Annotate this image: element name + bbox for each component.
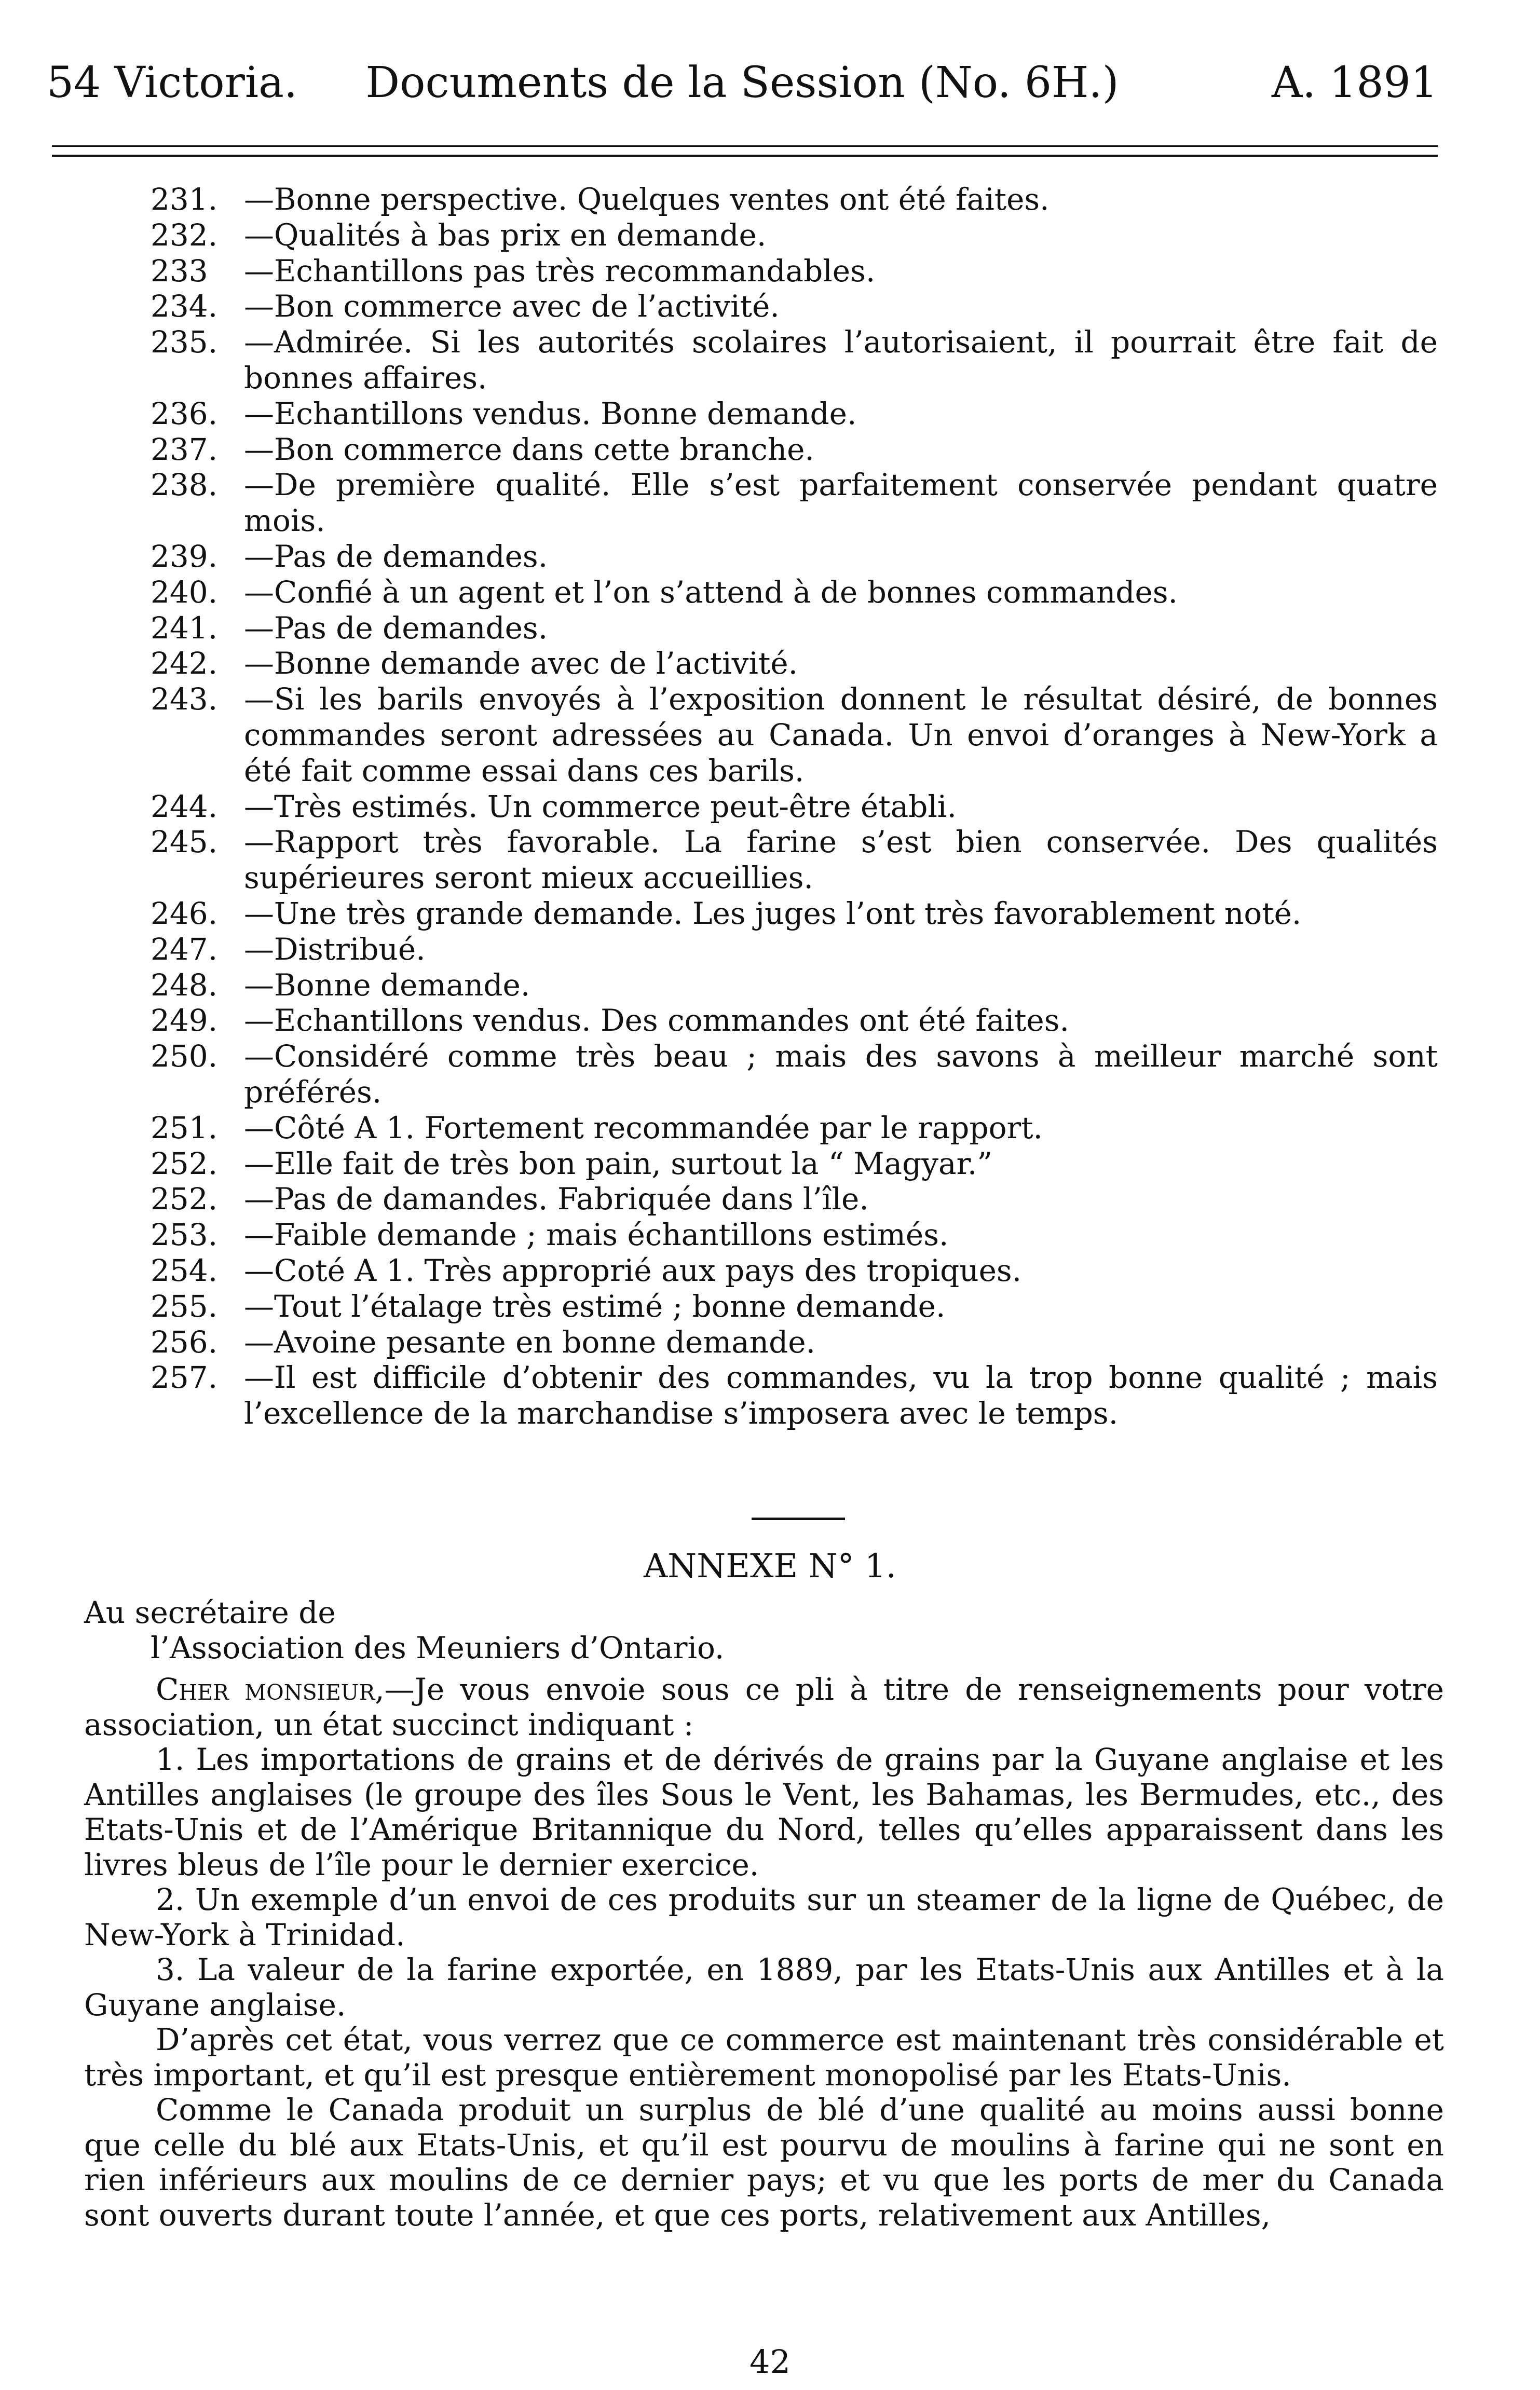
letter-body [84, 1672, 1444, 2233]
item-text: —Echantillons vendus. Des commandes ont été faites. [244, 1003, 1069, 1039]
item-number: 243. [151, 681, 218, 717]
annex-title: ANNEXE N° 1. [644, 1547, 896, 1586]
list-item [151, 646, 1438, 681]
header-right: A. 1891 [1271, 58, 1438, 107]
item-text: —Bon commerce dans cette branche. [244, 431, 814, 467]
list-item [151, 681, 1438, 788]
section-separator [752, 1518, 845, 1520]
item-number: 247. [151, 931, 218, 967]
item-text: —Echantillons pas très recommandables. [244, 253, 876, 289]
item-number: 255. [151, 1288, 218, 1324]
item-number: 251. [151, 1110, 218, 1145]
item-number: 240. [151, 574, 218, 610]
item-number: 252. [151, 1181, 218, 1217]
header-left: 54 Victoria. [47, 58, 298, 107]
list-item [151, 217, 1438, 253]
item-text: —Coté A 1. Très approprié aux pays des tropiques. [244, 1252, 1022, 1288]
list-item [151, 539, 1438, 575]
item-number: 231. [151, 182, 218, 217]
letter-paragraph: 2. Un exemple d’un envoi de ces produits sur un steamer de la ligne de Québec, de New-York à Trinidad. [84, 1882, 1444, 1952]
list-item [151, 396, 1438, 432]
list-item [151, 1181, 1438, 1217]
item-text: —Confié à un agent et l’on s’attend à de bonnes commandes. [244, 574, 1178, 610]
header-rule-thin [52, 145, 1438, 147]
item-text: —Bonne demande avec de l’activité. [244, 646, 798, 681]
list-item [151, 289, 1438, 324]
item-text: —Distribué. [244, 931, 426, 967]
item-text: —Si les barils envoyés à l’exposition donnent le résultat désiré, de bonnes commandes seront adressées au Canada. Un envoi d’oranges à New-York a été fait comme essai dans ces barils. [244, 681, 1438, 788]
item-text: —Bonne perspective. Quelques ventes ont été faites. [244, 182, 1050, 217]
header-center: Documents de la Session (No. 6H.) [365, 58, 1119, 107]
letter-paragraph: Comme le Canada produit un surplus de blé d’une qualité au moins aussi bonne que celle du blé aux Etats-Unis, et qu’il est pourvu de moulins à farine qui ne sont en rien inférieurs aux moulins de ce dernier pays; et vu que les ports de mer du Canada sont ouverts durant toute l’année, et que ces ports, relativement aux Antilles, [84, 2092, 1444, 2233]
list-item [151, 1360, 1438, 1431]
item-text: —Il est difficile d’obtenir des commandes, vu la trop bonne qualité ; mais l’excellence de la marchandise s’imposera avec le temps. [244, 1360, 1438, 1431]
list-item [151, 1324, 1438, 1360]
list-item [151, 1003, 1438, 1039]
item-number: 242. [151, 646, 218, 681]
list-item [151, 1039, 1438, 1110]
item-number: 241. [151, 610, 218, 646]
letter-paragraph: 1. Les importations de grains et de dérivés de grains par la Guyane anglaise et les Antilles anglaises (le groupe des îles Sous le Vent, les Bahamas, les Bermudes, etc., des Etats-Unis et de l’Amérique Britannique du Nord, telles qu’elles apparaissent dans les livres bleus de l’île pour le dernier exercice. [84, 1742, 1444, 1882]
item-text: —Bonne demande. [244, 967, 530, 1003]
addressee-line-2: l’Association des Meuniers d’Ontario. [151, 1630, 725, 1665]
paragraph-text: —Je vous envoie sous ce pli à titre de renseignements pour votre association, un état succinct indiquant : [84, 1672, 1444, 1742]
item-text: —Bon commerce avec de l’activité. [244, 289, 780, 324]
letter-paragraph [84, 1672, 1444, 1742]
item-text: —Pas de demandes. [244, 610, 548, 646]
letter-paragraph: D’après cet état, vous verrez que ce commerce est maintenant très considérable et très important, et qu’il est presque entièrement monopolisé par les Etats-Unis. [84, 2022, 1444, 2093]
item-text: —Echantillons vendus. Bonne demande. [244, 395, 857, 431]
item-number: 245. [151, 824, 218, 860]
item-number: 236. [151, 395, 218, 431]
list-item [151, 610, 1438, 646]
list-item [151, 1146, 1438, 1182]
list-item [151, 896, 1438, 932]
item-number: 248. [151, 967, 218, 1003]
list-item [151, 324, 1438, 396]
item-number: 238. [151, 467, 218, 503]
item-text: —Côté A 1. Fortement recommandée par le rapport. [244, 1110, 1043, 1145]
header-rule-thick [52, 155, 1438, 157]
item-text: —Rapport très favorable. La farine s’est bien conservée. Des qualités supérieures seront mieux accueillies. [244, 824, 1438, 896]
list-item [151, 824, 1438, 896]
item-number: 237. [151, 431, 218, 467]
item-number: 233 [151, 253, 208, 289]
item-text: —Tout l’étalage très estimé ; bonne demande. [244, 1288, 946, 1324]
list-item [151, 1253, 1438, 1289]
list-item [151, 575, 1438, 610]
list-item [151, 932, 1438, 967]
item-number: 235. [151, 324, 218, 360]
salutation: Cher monsieur, [156, 1672, 385, 1707]
item-text: —Très estimés. Un commerce peut-être établi. [244, 788, 957, 824]
item-number: 249. [151, 1003, 218, 1039]
list-item [151, 253, 1438, 289]
item-number: 254. [151, 1252, 218, 1288]
list-item [151, 467, 1438, 539]
page-number: 42 [749, 2343, 791, 2381]
item-text: —Pas de damandes. Fabriquée dans l’île. [244, 1181, 869, 1217]
item-text: —Admirée. Si les autorités scolaires l’autorisaient, il pourrait être fait de bonnes affaires. [244, 324, 1438, 395]
item-text: —De première qualité. Elle s’est parfaitement conservée pendant quatre mois. [244, 467, 1438, 539]
letter-paragraph: 3. La valeur de la farine exportée, en 1889, par les Etats-Unis aux Antilles et à la Guyane anglaise. [84, 1952, 1444, 2023]
item-number: 244. [151, 788, 218, 824]
addressee-line-1: Au secrétaire de [84, 1595, 336, 1630]
item-number: 246. [151, 895, 218, 931]
list-item [151, 967, 1438, 1003]
item-text: —Avoine pesante en bonne demande. [244, 1324, 816, 1360]
item-text: —Faible demande ; mais échantillons estimés. [244, 1217, 949, 1253]
item-number: 232. [151, 217, 218, 253]
item-number: 253. [151, 1217, 218, 1253]
list-item [151, 182, 1438, 217]
item-number: 234. [151, 289, 218, 324]
list-item [151, 1110, 1438, 1146]
item-number: 256. [151, 1324, 218, 1360]
item-number: 257. [151, 1360, 218, 1396]
numbered-remarks-list [151, 182, 1438, 1431]
item-number: 252. [151, 1145, 218, 1181]
list-item [151, 789, 1438, 825]
list-item [151, 1289, 1438, 1324]
item-number: 250. [151, 1039, 218, 1074]
item-text: —Qualités à bas prix en demande. [244, 217, 767, 253]
item-text: —Pas de demandes. [244, 538, 548, 574]
item-number: 239. [151, 538, 218, 574]
item-text: —Elle fait de très bon pain, surtout la “ Magyar.” [244, 1145, 993, 1181]
item-text: —Considéré comme très beau ; mais des savons à meilleur marché sont préférés. [244, 1039, 1438, 1110]
running-header [47, 52, 1438, 114]
list-item [151, 432, 1438, 468]
item-text: —Une très grande demande. Les juges l’ont très favorablement noté. [244, 895, 1302, 931]
list-item [151, 1217, 1438, 1253]
